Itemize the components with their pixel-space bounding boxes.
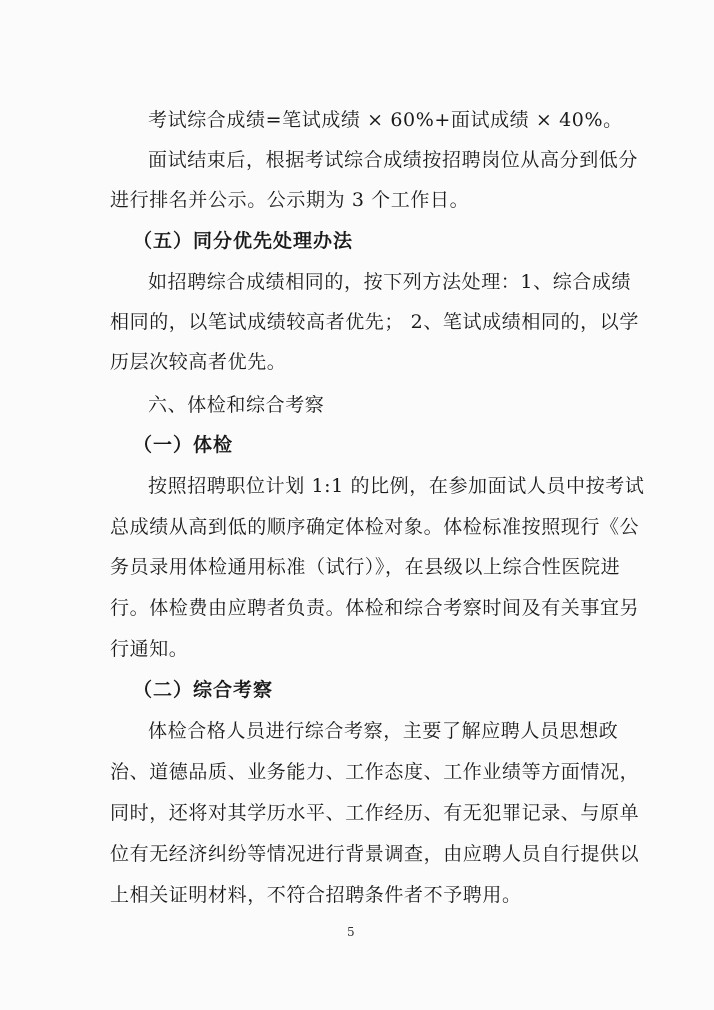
paragraph-line: 位有无经济纠纷等情况进行背景调查，由应聘人员自行提供以: [110, 843, 640, 865]
paragraph-line: 同时，还将对其学历水平、工作经历、有无犯罪记录、与原单: [110, 802, 640, 824]
subsection-heading: （五）同分优先处理办法: [133, 230, 354, 252]
paragraph-line: 历层次较高者优先。: [110, 351, 287, 373]
paragraph-line: 行通知。: [110, 638, 189, 660]
paragraph-line: 务员录用体检通用标准（试行）》，在县级以上综合性医院进: [110, 556, 621, 578]
formula-line: 考试综合成绩=笔试成绩 × 60%+面试成绩 × 40%。: [148, 109, 623, 131]
paragraph-line: 上相关证明材料，不符合招聘条件者不予聘用。: [110, 884, 522, 906]
paragraph-line: 行。体检费由应聘者负责。体检和综合考察时间及有关事宜另: [110, 597, 640, 619]
paragraph-line: 体检合格人员进行综合考察，主要了解应聘人员思想政: [148, 720, 619, 742]
subsection-heading: （一）体检: [133, 434, 234, 456]
paragraph-line: 治、道德品质、业务能力、工作态度、工作业绩等方面情况，: [110, 761, 640, 783]
page-number: 5: [347, 925, 355, 939]
paragraph-line: 相同的，以笔试成绩较高者优先； 2、笔试成绩相同的，以学: [110, 311, 639, 333]
paragraph-line: 进行排名并公示。公示期为 3 个工作日。: [110, 189, 470, 211]
subsection-heading: （二）综合考察: [133, 679, 274, 701]
paragraph-line: 面试结束后，根据考试综合成绩按招聘岗位从高分到低分: [148, 149, 639, 171]
paragraph-line: 总成绩从高到低的顺序确定体检对象。体检标准按照现行《公: [110, 516, 640, 538]
paragraph-line: 按照招聘职位计划 1:1 的比例，在参加面试人员中按考试: [148, 475, 645, 497]
section-title: 六、体检和综合考察: [148, 394, 325, 416]
paragraph-line: 如招聘综合成绩相同的，按下列方法处理：1、综合成绩: [148, 271, 632, 293]
